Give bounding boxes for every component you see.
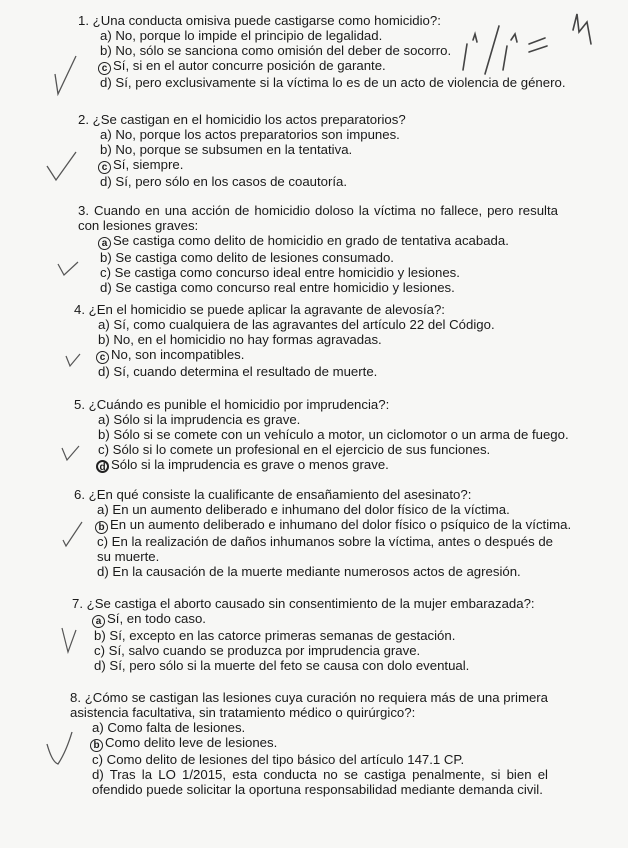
option-c[interactable]: c) Se castiga como concurso ideal entre homicidio y lesiones. xyxy=(100,265,460,280)
checkmark-icon xyxy=(44,148,80,184)
question-stem: 1. ¿Una conducta omisiva puede castigarse como homicidio?: xyxy=(78,13,441,28)
selected-circle-icon: a xyxy=(92,615,105,628)
option-b-selected[interactable]: b En un aumento deliberado e inhumano del dolor físico o psíquico de la víctima. xyxy=(97,517,567,534)
option-c[interactable]: c) Sí, salvo cuando se produzca por imprudencia grave. xyxy=(94,643,421,658)
option-d[interactable]: d) Sí, pero exclusivamente si la víctima lo es de un acto de violencia de género. xyxy=(100,75,566,90)
question-stem: 4. ¿En el homicidio se puede aplicar la agravante de alevosía?: xyxy=(74,302,445,317)
checkmark-icon xyxy=(64,352,84,368)
option-c-selected[interactable]: c Sí, siempre. xyxy=(100,157,406,174)
option-a[interactable]: a) No, porque los actos preparatorios son impunes. xyxy=(100,127,400,142)
option-a[interactable]: a) Sí, como cualquiera de las agravantes del artículo 22 del Código. xyxy=(98,317,495,332)
option-b-selected[interactable]: b Como delito leve de lesiones. xyxy=(92,735,548,752)
option-c[interactable]: c) En la realización de daños inhumanos sobre la víctima, antes o después de su muerte. xyxy=(97,534,553,564)
option-c-selected[interactable]: c No, son incompatibles. xyxy=(98,347,495,364)
selected-circle-icon: b xyxy=(95,521,108,534)
option-a-selected[interactable]: a Se castiga como delito de homicidio en grado de tentativa acabada. xyxy=(100,233,558,250)
option-d[interactable]: d) Sí, cuando determina el resultado de muerte. xyxy=(98,364,378,379)
option-d-selected[interactable]: d Sólo si la imprudencia es grave o menos grave. xyxy=(98,457,569,473)
option-d[interactable]: d) Sí, pero sólo en los casos de coautoría. xyxy=(100,174,348,189)
checkmark-icon xyxy=(60,444,82,462)
option-a[interactable]: a) No, porque lo impide el principio de legalidad. xyxy=(100,28,383,43)
question-6 xyxy=(74,487,572,579)
option-b[interactable]: b) Sólo si se comete con un vehículo a motor, un ciclomotor o un arma de fuego. xyxy=(98,427,569,442)
checkmark-icon xyxy=(60,520,86,550)
question-stem: 6. ¿En qué consiste la cualificante de ensañamiento del asesinato?: xyxy=(74,487,472,502)
option-c-selected[interactable]: c Sí, si en el autor concurre posición de garante. xyxy=(100,58,566,75)
option-c[interactable]: c) Sólo si lo comete un profesional en el ejercicio de sus funciones. xyxy=(98,442,491,457)
selected-circle-icon: d xyxy=(96,460,109,473)
checkmark-icon xyxy=(50,52,80,98)
option-a[interactable]: a) Como falta de lesiones. xyxy=(92,720,246,735)
question-3 xyxy=(78,203,558,295)
checkmark-icon xyxy=(56,260,82,278)
option-b[interactable]: b) No, sólo se sanciona como omisión del deber de socorro. xyxy=(100,43,452,58)
option-a[interactable]: a) En un aumento deliberado e inhumano del dolor físico de la víctima. xyxy=(97,502,510,517)
option-d[interactable]: d) Tras la LO 1/2015, esta conducta no se castiga penalmente, si bien el ofendido puede solicitar la oportuna responsabilidad mediante demanda civil. xyxy=(92,767,548,797)
question-4 xyxy=(74,302,495,379)
question-8 xyxy=(70,690,548,797)
question-stem: 7. ¿Se castiga el aborto causado sin consentimiento de la mujer embarazada?: xyxy=(72,596,535,611)
question-stem: 3. Cuando en una acción de homicidio doloso la víctima no fallece, pero resulta con lesiones graves: xyxy=(78,203,558,233)
question-stem: 2. ¿Se castigan en el homicidio los actos preparatorios? xyxy=(78,112,406,127)
selected-circle-icon: c xyxy=(98,62,111,75)
option-c[interactable]: c) Como delito de lesiones del tipo básico del artículo 147.1 CP. xyxy=(92,752,465,767)
question-2 xyxy=(78,112,406,189)
option-d[interactable]: d) En la causación de la muerte mediante numerosos actos de agresión. xyxy=(97,564,521,579)
option-a[interactable]: a) Sólo si la imprudencia es grave. xyxy=(98,412,301,427)
option-d[interactable]: d) Se castiga como concurso real entre homicidio y lesiones. xyxy=(100,280,455,295)
question-stem: 8. ¿Cómo se castigan las lesiones cuya curación no requiera más de una primera asistencia facultativa, sin tratamiento médico o quirúrgico?: xyxy=(70,690,548,720)
option-d[interactable]: d) Sí, pero sólo si la muerte del feto se causa con dolo eventual. xyxy=(94,658,470,673)
question-stem: 5. ¿Cuándo es punible el homicidio por imprudencia?: xyxy=(74,397,390,412)
question-7 xyxy=(72,596,535,673)
checkmark-icon xyxy=(60,626,80,654)
selected-circle-icon: c xyxy=(98,161,111,174)
question-5 xyxy=(74,397,569,473)
option-b[interactable]: b) No, en el homicidio no hay formas agravadas. xyxy=(98,332,382,347)
selected-circle-icon: b xyxy=(90,739,103,752)
option-b[interactable]: b) Se castiga como delito de lesiones consumado. xyxy=(100,250,394,265)
option-b[interactable]: b) Sí, excepto en las catorce primeras semanas de gestación. xyxy=(94,628,456,643)
option-b[interactable]: b) No, porque se subsumen en la tentativa. xyxy=(100,142,353,157)
selected-circle-icon: c xyxy=(96,351,109,364)
question-1 xyxy=(78,13,566,90)
option-a-selected[interactable]: a Sí, en todo caso. xyxy=(94,611,535,628)
checkmark-icon xyxy=(44,728,76,768)
selected-circle-icon: a xyxy=(98,237,111,250)
